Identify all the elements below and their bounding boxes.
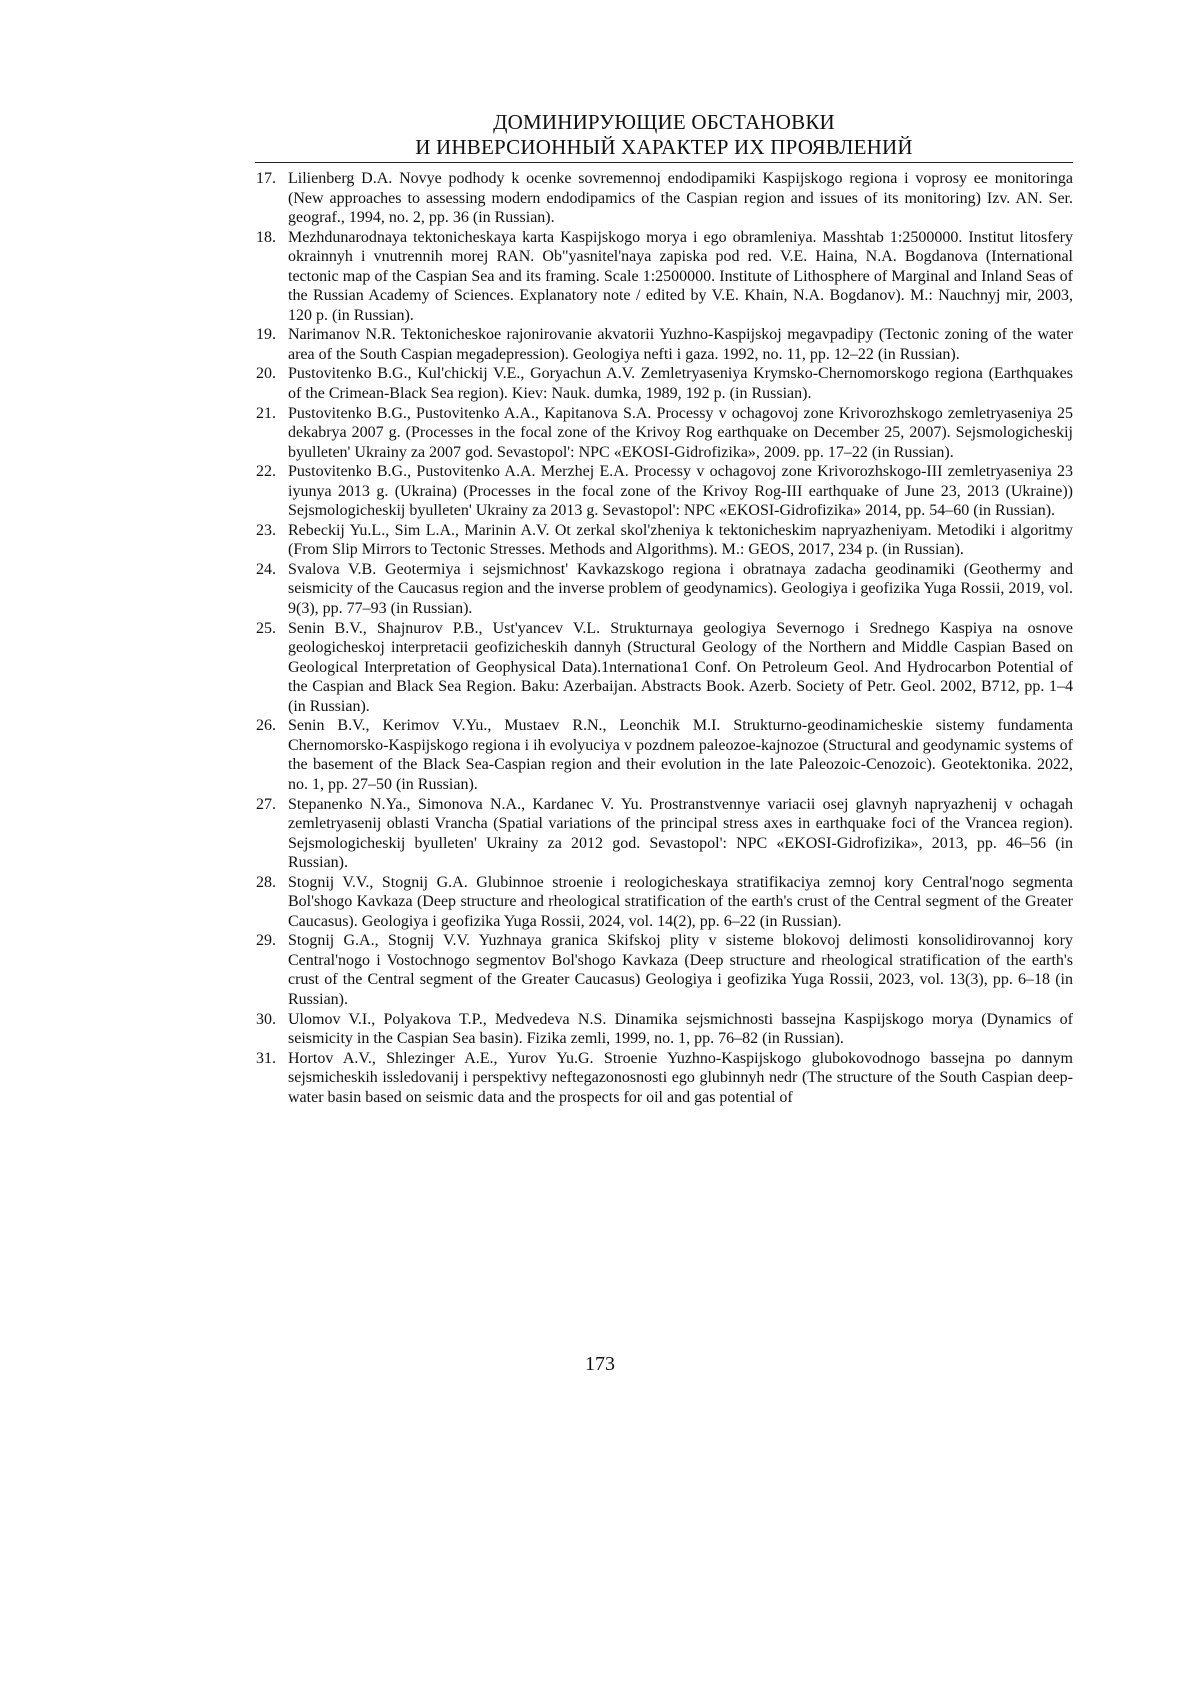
reference-number: 26. <box>256 717 276 735</box>
reference-item <box>255 795 1073 873</box>
reference-item <box>255 462 1073 521</box>
reference-number: 20. <box>256 365 276 383</box>
reference-item <box>255 873 1073 932</box>
reference-text: Lilienberg D.A. Novye podhody k ocenke sovremennoj endodipamiki Kaspijskogo regiona i voprosy ee monitoringa (New approaches to assessing modern endodipamics of the Caspian region and issues of its monitoring) Izv. AN. Ser. geograf., 1994, no. 2, pp. 36 (in Russian). <box>288 170 1073 227</box>
reference-number: 29. <box>256 932 276 950</box>
reference-text: Narimanov N.R. Tektonicheskoe rajonirovanie akvatorii Yuzhno-Kaspijskoj megavpadipy (Tectonic zoning of the water area of the South Caspian megadepression). Geologiya nefti i gaza. 1992, no. 11, pp. 12–22 (in Russian). <box>288 326 1073 363</box>
reference-item <box>255 521 1073 560</box>
reference-text: Svalova V.B. Geotermiya i sejsmichnost' Kavkazskogo regiona i obratnaya zadacha geodinamiki (Geothermy and seismicity of the Caucasus region and the inverse problem of geodynamics). Geologiya i geofizika Yuga Rossii, 2019, vol. 9(3), pp. 77–93 (in Russian). <box>288 560 1073 618</box>
reference-number: 18. <box>256 228 276 246</box>
reference-text: Pustovitenko B.G., Pustovitenko A.A. Merzhej E.A. Processy v ochagovoj zone Krivorozhskogo-III zemletryaseniya 23 iyunya 2013 g. (Ukraina) (Processes in the focal zone of the Krivoy Rog-III earthquake of June 23, 2013 (Ukraine)) Sejsmologicheskij byulleten' Ukrainy za 2013 g. Sevastopol': NPC «EKOSI-Gidrofizika» 2014, pp. 54–60 (in Russian). <box>288 463 1073 520</box>
reference-item <box>255 364 1073 403</box>
running-header-line-1: ДОМИНИРУЮЩИЕ ОБСТАНОВКИ <box>493 110 835 134</box>
reference-number: 17. <box>256 170 276 187</box>
reference-number: 24. <box>256 560 276 578</box>
reference-item <box>255 228 1073 326</box>
reference-item <box>255 169 1073 228</box>
reference-number: 28. <box>256 873 276 891</box>
reference-list <box>255 169 1073 1107</box>
reference-item <box>255 1049 1073 1108</box>
reference-item <box>255 560 1073 619</box>
reference-text: Ulomov V.I., Polyakova T.P., Medvedeva N.S. Dinamika sejsmichnosti bassejna Kaspijskogo morya (Dynamics of seismicity in the Caspian Sea basin). Fizika zemli, 1999, no. 1, pp. 76–82 (in Russian). <box>288 1010 1073 1048</box>
reference-item <box>255 404 1073 463</box>
reference-number: 19. <box>256 326 276 344</box>
reference-text: Stepanenko N.Ya., Simonova N.A., Kardanec V. Yu. Prostranstvennye variacii osej glavnyh napryazhenij v ochagah zemletryasenij oblasti Vrancha (Spatial variations of the principal stress axes in earthquake foci of the Vrancea region). Sejsmologicheskij byulleten' Ukrainy za 2012 god. Sevastopol': NPC «EKOSI-Gidrofizika», 2013, pp. 46–56 (in Russian). <box>288 795 1073 872</box>
reference-text: Mezhdunarodnaya tektonicheskaya karta Kaspijskogo morya i ego obramleniya. Masshtab 1:2500000. Institut litosfery okrainnyh i vnutrennih morej RAN. Ob"yasnitel'naya zapiska pod red. V.E. Haina, N.A. Bogdanova (International tectonic map of the Caspian Sea and its framing. Scale 1:2500000. Institute of Lithosphere of Marginal and Inland Seas of the Russian Academy of Sciences. Explanatory note / edited by V.E. Khain, N.A. Bogdanov). M.: Nauchnyj mir, 2003, 120 p. (in Russian). <box>288 228 1073 324</box>
reference-number: 22. <box>256 463 276 481</box>
reference-text: Rebeckij Yu.L., Sim L.A., Marinin A.V. Ot zerkal skol'zheniya k tektonicheskim napryazheniyam. Metodiki i algoritmy (From Slip Mirrors to Tectonic Stresses. Methods and Algorithms). M.: GEOS, 2017, 234 p. (in Russian). <box>288 521 1073 559</box>
reference-text: Senin B.V., Kerimov V.Yu., Mustaev R.N., Leonchik M.I. Strukturno-geodinamicheskie sistemy fundamenta Chernomorsko-Kaspijskogo regiona i ih evolyuciya v pozdnem paleozoe-kajnozoe (Structural and geodynamic systems of the basement of the Black Sea-Caspian region and their evolution in the late Paleozoic-Cenozoic). Geotektonika. 2022, no. 1, pp. 27–50 (in Russian). <box>288 717 1073 793</box>
running-header-line-2: И ИНВЕРСИОННЫЙ ХАРАКТЕР ИХ ПРОЯВЛЕНИЙ <box>415 135 913 159</box>
reference-text: Stognij G.A., Stognij V.V. Yuzhnaya granica Skifskoj plity v sisteme blokovoj delimosti konsolidirovannoj kory Central'nogo i Vostochnogo segmentov Bol'shogo Kavkaza (Deep structure and rheological stratification of the earth's crust of the Central segment of the Greater Caucasus) Geologiya i geofizika Yuga Rossii, 2023, vol. 13(3), pp. 6–18 (in Russian). <box>288 932 1073 1008</box>
reference-item <box>255 931 1073 1009</box>
reference-text: Senin B.V., Shajnurov P.B., Ust'yancev V.L. Strukturnaya geologiya Severnogo i Srednego Kaspiya na osnove geologicheskoj interpretacii geofizicheskih dannyh (Structural Geology of the Northern and Middle Caspian Based on Geological Interpretation of Geophysical Data).1nternationa1 Conf. On Petroleum Geol. And Hydrocarbon Potential of the Caspian and Black Sea Region. Baku: Azerbaijan. Abstracts Book. Azerb. Society of Petr. Geol. 2002, B712, pp. 1–4 (in Russian). <box>288 619 1073 715</box>
reference-text: Pustovitenko B.G., Pustovitenko A.A., Kapitanova S.A. Processy v ochagovoj zone Krivorozhskogo zemletryaseniya 25 dekabrya 2007 g. (Processes in the focal zone of the Krivoy Rog earthquake on December 25, 2007). Sejsmologicheskij byulleten' Ukrainy za 2007 god. Sevastopol': NPC «EKOSI-Gidrofizika», 2009. pp. 17–22 (in Russian). <box>288 404 1073 461</box>
reference-text: Pustovitenko B.G., Kul'chickij V.E., Goryachun A.V. Zemletryaseniya Krymsko-Chernomorskogo regiona (Earthquakes of the Crimean-Black Sea region). Kiev: Nauk. dumka, 1989, 192 p. (in Russian). <box>288 365 1073 403</box>
reference-number: 25. <box>256 619 276 637</box>
reference-number: 31. <box>256 1049 276 1067</box>
reference-number: 21. <box>256 404 276 422</box>
reference-number: 23. <box>256 521 276 539</box>
reference-item <box>255 619 1073 717</box>
running-header <box>255 110 1073 163</box>
reference-text: Hortov A.V., Shlezinger A.E., Yurov Yu.G. Stroenie Yuzhno-Kaspijskogo glubokovodnogo bassejna po dannym sejsmicheskih issledovanij i perspektivy neftegazonosnosti ego glubinnyh nedr (The structure of the South Caspian deep-water basin based on seismic data and the prospects for oil and gas potential of <box>288 1049 1073 1106</box>
reference-item <box>255 1010 1073 1049</box>
reference-item <box>255 325 1073 364</box>
reference-number: 27. <box>256 795 276 813</box>
reference-number: 30. <box>256 1010 276 1028</box>
reference-text: Stognij V.V., Stognij G.A. Glubinnoe stroenie i reologicheskaya stratifikaciya zemnoj kory Central'nogo segmenta Bol'shogo Kavkaza (Deep structure and rheological stratification of the earth's crust of the Central segment of the Greater Caucasus). Geologiya i geofizika Yuga Rossii, 2024, vol. 14(2), pp. 6–22 (in Russian). <box>288 873 1073 930</box>
reference-item <box>255 716 1073 794</box>
page-number: 173 <box>585 1353 615 1375</box>
